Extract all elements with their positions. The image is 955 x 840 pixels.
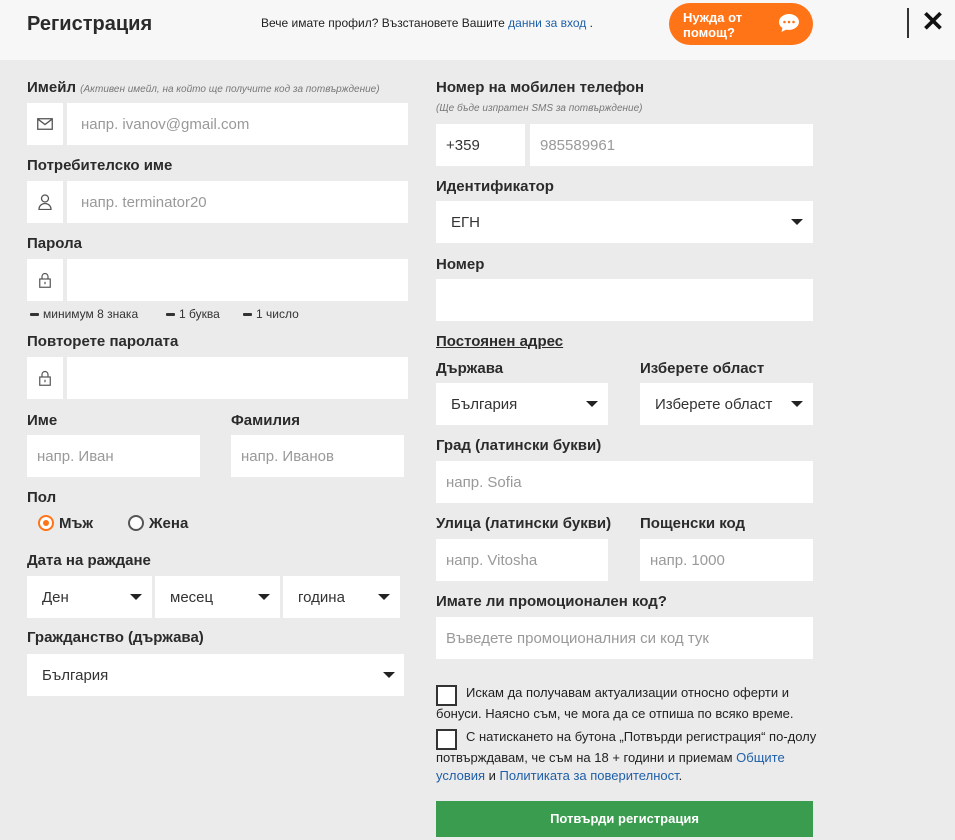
phone-prefix-value: +359 bbox=[446, 137, 480, 154]
dob-day-select[interactable] bbox=[27, 576, 152, 618]
region-select[interactable] bbox=[640, 383, 813, 425]
repeat-password-field bbox=[27, 357, 408, 399]
lock-icon bbox=[27, 259, 67, 301]
chevron-down-icon bbox=[258, 594, 270, 600]
city-input[interactable] bbox=[436, 461, 813, 503]
updates-checkbox[interactable] bbox=[436, 685, 457, 706]
identifier-value: ЕГН bbox=[451, 214, 480, 231]
terms-text-2: потвърждавам, че съм на 18 + години и приемам bbox=[436, 750, 737, 765]
postcode-input[interactable] bbox=[640, 539, 813, 581]
dash-icon bbox=[30, 313, 39, 316]
region-label: Изберете област bbox=[640, 360, 765, 377]
chevron-down-icon bbox=[130, 594, 142, 600]
citizenship-label: Гражданство (държава) bbox=[27, 629, 204, 646]
chevron-down-icon bbox=[383, 672, 395, 678]
phone-prefix-select[interactable] bbox=[436, 124, 525, 166]
lock-icon bbox=[27, 357, 67, 399]
repeat-password-label: Повторете паролата bbox=[27, 333, 179, 350]
dob-month-select[interactable] bbox=[155, 576, 280, 618]
username-label: Потребителско име bbox=[27, 157, 173, 174]
terms-and: и bbox=[485, 768, 500, 783]
promo-input[interactable] bbox=[436, 617, 813, 659]
number-label: Номер bbox=[436, 256, 485, 273]
terms-text-line2 bbox=[436, 748, 785, 768]
email-input[interactable] bbox=[71, 103, 408, 145]
recover-login-link[interactable]: данни за вход bbox=[508, 16, 587, 30]
chevron-down-icon bbox=[791, 219, 803, 225]
terms-link[interactable]: Общите bbox=[736, 750, 785, 765]
chevron-down-icon bbox=[378, 594, 390, 600]
repeat-password-input[interactable] bbox=[71, 357, 408, 399]
id-number-input[interactable] bbox=[436, 279, 813, 321]
help-line-2: помощ? bbox=[683, 25, 735, 40]
phone-hint: (Ще бъде изпратен SMS за потвърждение) bbox=[436, 103, 643, 114]
user-icon bbox=[27, 181, 67, 223]
identifier-select[interactable] bbox=[436, 201, 813, 243]
help-line-1: Нужда от bbox=[683, 10, 743, 25]
phone-label: Номер на мобилен телефон bbox=[436, 79, 645, 96]
gender-female-radio[interactable] bbox=[128, 515, 144, 531]
phone-input[interactable] bbox=[530, 124, 813, 166]
password-label: Парола bbox=[27, 235, 82, 252]
gender-label: Пол bbox=[27, 489, 57, 506]
dob-year-value: година bbox=[298, 589, 345, 606]
envelope-icon bbox=[27, 103, 67, 145]
address-heading: Постоянен адрес bbox=[436, 333, 564, 350]
citizenship-select[interactable] bbox=[27, 654, 404, 696]
chevron-down-icon bbox=[791, 401, 803, 407]
terms-text-line3 bbox=[436, 766, 682, 786]
first-name-input[interactable] bbox=[27, 435, 200, 477]
last-name-input[interactable] bbox=[231, 435, 404, 477]
identifier-label: Идентификатор bbox=[436, 178, 554, 195]
city-label: Град (латински букви) bbox=[436, 437, 602, 454]
dob-label: Дата на раждане bbox=[27, 552, 151, 569]
dob-month-value: месец bbox=[170, 589, 214, 606]
email-label-text: Имейл bbox=[27, 79, 76, 96]
promo-label: Имате ли промоционален код? bbox=[436, 593, 667, 610]
terms-link-cont[interactable]: условия bbox=[436, 768, 486, 783]
close-icon[interactable]: ✕ bbox=[921, 6, 945, 37]
header-divider bbox=[907, 8, 909, 38]
first-name-label: Име bbox=[27, 412, 58, 429]
gender-male-label[interactable]: Мъж bbox=[59, 515, 94, 532]
street-label: Улица (латински букви) bbox=[436, 515, 612, 532]
updates-text-line1: Искам да получавам актуализации относно оферти и bbox=[466, 685, 790, 700]
gender-male-radio[interactable] bbox=[38, 515, 54, 531]
dob-day-value: Ден bbox=[42, 589, 69, 606]
password-req-number bbox=[243, 307, 299, 321]
updates-text-line2: бонуси. Наясно съм, че мога да се отпиша по всяко време. bbox=[436, 706, 794, 721]
email-hint: (Активен имейл, на който ще получите код за потвърждение) bbox=[80, 84, 380, 95]
req-number-text: 1 число bbox=[256, 307, 299, 321]
dash-icon bbox=[243, 313, 252, 316]
country-value: България bbox=[451, 396, 518, 413]
have-profile-end: . bbox=[586, 16, 593, 30]
email-label bbox=[27, 79, 380, 96]
password-req-letter bbox=[166, 307, 220, 321]
password-field bbox=[27, 259, 408, 301]
terms-end: . bbox=[678, 768, 683, 783]
dob-year-select[interactable] bbox=[283, 576, 400, 618]
password-input[interactable] bbox=[71, 259, 408, 301]
postcode-label: Пощенски код bbox=[640, 515, 746, 532]
street-input[interactable] bbox=[436, 539, 608, 581]
terms-text-line1: С натискането на бутона „Потвърди регистрация“ по-долу bbox=[466, 729, 817, 744]
country-label: Държава bbox=[436, 360, 504, 377]
privacy-link[interactable]: Политиката за поверителност bbox=[499, 768, 679, 783]
page-title: Регистрация bbox=[27, 13, 153, 35]
last-name-label: Фамилия bbox=[231, 412, 300, 429]
req-length-text: минимум 8 знака bbox=[43, 307, 139, 321]
header-bar bbox=[0, 0, 955, 60]
confirm-registration-button[interactable]: Потвърди регистрация bbox=[436, 801, 813, 837]
req-letter-text: 1 буква bbox=[179, 307, 220, 321]
region-value: Изберете област bbox=[655, 396, 773, 413]
help-button[interactable] bbox=[669, 3, 813, 45]
dash-icon bbox=[166, 313, 175, 316]
country-select[interactable] bbox=[436, 383, 608, 425]
chat-bubble-icon bbox=[778, 13, 800, 33]
email-field bbox=[27, 103, 408, 145]
citizenship-value: България bbox=[42, 667, 109, 684]
password-req-length bbox=[30, 307, 138, 321]
username-field bbox=[27, 181, 408, 223]
terms-checkbox[interactable] bbox=[436, 729, 457, 750]
username-input[interactable] bbox=[71, 181, 408, 223]
have-profile-text bbox=[261, 16, 593, 30]
gender-female-label[interactable]: Жена bbox=[149, 515, 189, 532]
chevron-down-icon bbox=[586, 401, 598, 407]
have-profile-label: Вече имате профил? Възстановете Вашите bbox=[261, 16, 509, 30]
